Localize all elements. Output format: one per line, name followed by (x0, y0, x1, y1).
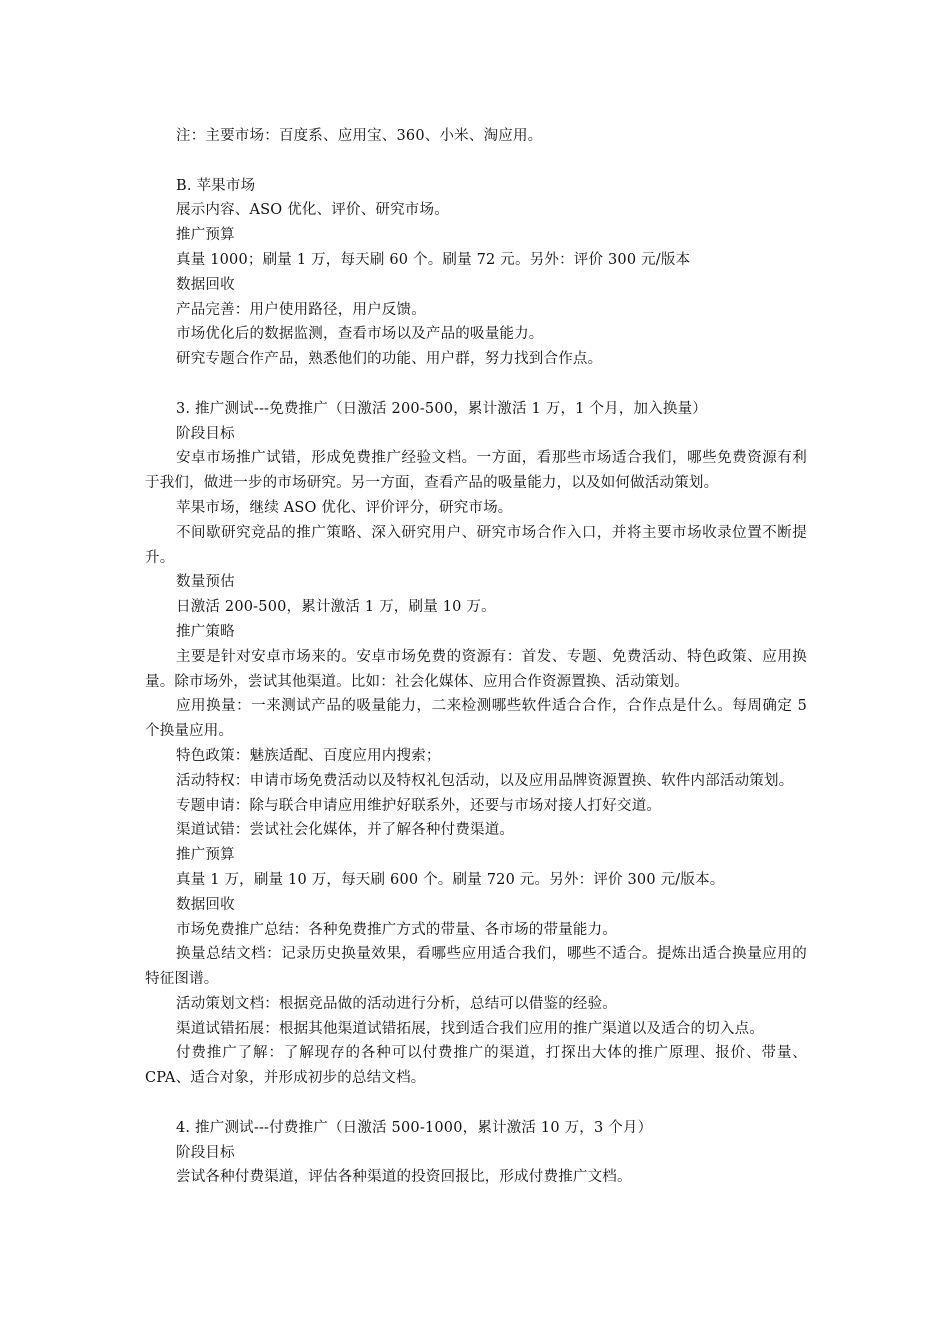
paragraph: 数据回收 (176, 276, 235, 293)
paragraph: 市场免费推广总结：各种免费推广方式的带量、各市场的带量能力。 (176, 921, 617, 938)
paragraph: 研究专题合作产品，熟悉他们的功能、用户群，努力找到合作点。 (176, 351, 603, 368)
paragraph: 市场优化后的数据监测，查看市场以及产品的吸量能力。 (176, 326, 544, 343)
paragraph: B. 苹果市场 (176, 177, 256, 194)
paragraph: 展示内容、ASO 优化、评价、研究市场。 (176, 202, 449, 219)
paragraph: 活动特权：申请市场免费活动以及特权礼包活动，以及应用品牌资源置换、软件内部活动策划。 (176, 772, 794, 789)
paragraph: 日激活 200-500，累计激活 1 万，刷量 10 万。 (176, 599, 496, 616)
paragraph: 3. 推广测试---免费推广（日激活 200-500，累计激活 1 万，1 个月，加入换量） (176, 400, 707, 417)
paragraph-spacer (145, 1091, 807, 1116)
document-body (145, 124, 807, 1190)
paragraph: 真量 1000；刷量 1 万，每天刷 60 个。刷量 72 元。另外：评价 300 元/版本 (176, 251, 691, 268)
paragraph: 推广预算 (176, 847, 235, 864)
paragraph: 阶段目标 (176, 425, 235, 442)
paragraph: 推广预算 (176, 227, 235, 244)
paragraph: 付费推广了解：了解现存的各种可以付费推广的渠道，打探出大体的推广原理、报价、带量、CPA、适合对象，并形成初步的总结文档。 (145, 1045, 807, 1087)
paragraph: 阶段目标 (176, 1144, 235, 1161)
paragraph: 换量总结文档：记录历史换量效果，看哪些应用适合我们，哪些不适合。提炼出适合换量应用的特征图谱。 (145, 946, 807, 988)
paragraph: 数量预估 (176, 574, 235, 591)
paragraph: 4. 推广测试---付费推广（日激活 500-1000，累计激活 10 万，3 个月） (176, 1119, 653, 1136)
paragraph: 数据回收 (176, 896, 235, 913)
paragraph: 产品完善：用户使用路径，用户反馈。 (176, 301, 426, 318)
paragraph: 安卓市场推广试错，形成免费推广经验文档。一方面，看那些市场适合我们，哪些免费资源有利于我们，做进一步的市场研究。另一方面，查看产品的吸量能力，以及如何做活动策划。 (145, 450, 807, 492)
paragraph: 专题申请：除与联合申请应用维护好联系外，还要与市场对接人打好交道。 (176, 797, 662, 814)
paragraph: 活动策划文档：根据竞品做的活动进行分析，总结可以借鉴的经验。 (176, 995, 617, 1012)
paragraph: 不间歇研究竞品的推广策略、深入研究用户、研究市场合作入口，并将主要市场收录位置不断提升。 (145, 524, 807, 566)
paragraph: 推广策略 (176, 623, 235, 640)
paragraph: 真量 1 万，刷量 10 万，每天刷 600 个。刷量 720 元。另外：评价 300 元/版本。 (176, 871, 725, 888)
paragraph: 应用换量：一来测试产品的吸量能力，二来检测哪些软件适合合作，合作点是什么。每周确定 5 个换量应用。 (145, 698, 807, 740)
paragraph: 特色政策：魅族适配、百度应用内搜索； (176, 747, 441, 764)
paragraph: 渠道试错：尝试社会化媒体，并了解各种付费渠道。 (176, 822, 515, 839)
paragraph: 尝试各种付费渠道，评估各种渠道的投资回报比，形成付费推广文档。 (176, 1169, 632, 1186)
paragraph: 苹果市场，继续 ASO 优化、评价评分，研究市场。 (176, 499, 513, 516)
paragraph: 主要是针对安卓市场来的。安卓市场免费的资源有：首发、专题、免费活动、特色政策、应用换量。除市场外，尝试其他渠道。比如：社会化媒体、应用合作资源置换、活动策划。 (145, 648, 807, 690)
paragraph: 渠道试错拓展：根据其他渠道试错拓展，找到适合我们应用的推广渠道以及适合的切入点。 (176, 1020, 764, 1037)
paragraph-spacer (145, 149, 807, 174)
paragraph-spacer (145, 372, 807, 397)
paragraph: 注：主要市场：百度系、应用宝、360、小米、淘应用。 (176, 128, 543, 144)
